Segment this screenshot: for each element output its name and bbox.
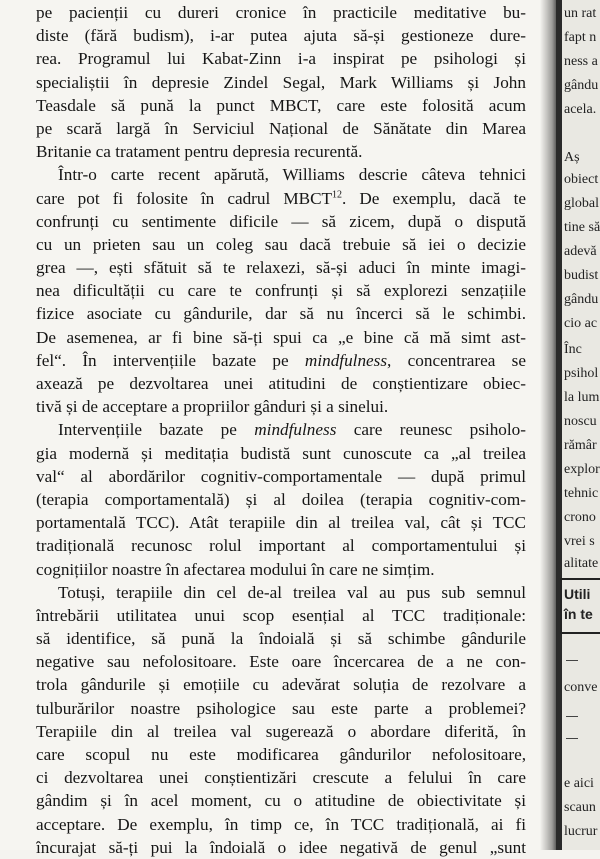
text-line: cu un prieten sau un coleg sau dacă trebuie să iei o decizie <box>36 234 526 254</box>
text-line: gândim și în acel moment, cu o atitudine de obiectivitate și <box>36 791 526 811</box>
right-page-rule <box>566 738 578 739</box>
text-line: încurajat să-ți pui la îndoială o idee negativă de genul „sunt <box>36 837 526 857</box>
text-line: cognițiilor noastre în afectarea modului în care ne simțim. <box>36 559 435 579</box>
right-text-fragment: vrei s <box>564 534 595 549</box>
text-line <box>36 349 526 372</box>
right-text-fragment: Înc <box>564 342 582 357</box>
text-line: tulburărilor noastre psihologice sau este parte a problemei? <box>36 698 526 718</box>
text-line <box>36 418 526 441</box>
text-line: nea dificultății cu care te confrunți și să explorezi senzațiile <box>36 281 526 301</box>
right-text-fragment: alitate <box>564 556 599 571</box>
right-page-rule <box>566 660 578 661</box>
right-text-fragment: la lum <box>564 390 600 405</box>
text-line: diste (fără budism), i-ar putea ajuta să-și gestioneze dure- <box>36 26 526 46</box>
text-line: grea —, ești sfătuit să te relaxezi, să-și aduci în minte imagi- <box>36 258 526 278</box>
text-line: specialiștii în depresie Zindel Segal, Mark Williams și John <box>36 72 526 92</box>
text-line: negative sau nefolositoare. Este oare încercarea de a ne con- <box>36 652 526 672</box>
text-line: De asemenea, ar fi bine să-ți spui ca „e bine că mă simt ast- <box>36 327 526 347</box>
right-text-fragment: noscu <box>564 414 597 429</box>
text-line: Într-o carte recent apărută, Williams descrie câteva tehnici <box>58 165 526 185</box>
right-text-fragment: obiect <box>564 172 599 187</box>
text-run: fel“. În intervențiile bazate pe <box>36 350 305 370</box>
right-heading-fragment: în te <box>564 606 593 622</box>
text-line: care scopul nu este modificarea gândurilor nefolositoare, <box>36 745 526 764</box>
body-text-column <box>36 0 526 859</box>
footnote-ref: 12 <box>332 188 343 200</box>
text-line: ci dezvoltarea unei conștientizări crescute a felului în care <box>36 768 526 788</box>
text-line: Teasdale să pună la punct MBCT, care este folosită acum <box>36 95 526 115</box>
text-line: Totuși, terapiile din cel de-al treilea val au pus sub semnul <box>58 582 526 602</box>
right-text-fragment: global <box>564 196 599 211</box>
right-text-fragment: tehnic <box>564 486 599 501</box>
text-line <box>36 187 526 210</box>
text-line: acceptare. De exemplu, în timp ce, în TCC tradițională, ai fi <box>36 814 526 834</box>
text-run: care reunesc psiholo- <box>336 420 526 440</box>
text-run: Intervențiile bazate pe <box>58 420 255 440</box>
text-line: întrebării utilitatea unui scop esențial al TCC tradiționale: <box>36 605 526 625</box>
italic-term: mindfulness <box>254 420 337 440</box>
right-text-fragment: gându <box>564 78 599 93</box>
right-text-fragment: un rat <box>564 6 597 21</box>
right-text-fragment: tine să <box>564 220 600 235</box>
text-line: confrunți cu sentimente dificile — să zicem, după o dispută <box>36 211 526 231</box>
text-line: tradițională recunosc rolul important al comportamentului și <box>36 536 526 556</box>
right-text-fragment: fapt n <box>564 30 597 45</box>
text-line: gia modernă și meditația budistă sunt cunoscute ca „al treilea <box>36 443 526 463</box>
text-line: fizice asociate cu gândurile, dar să nu încerci să le schimbi. <box>36 304 526 324</box>
text-line: trola gândurile și emoțiile cu adevărat soluția de rezolvare a <box>36 675 526 695</box>
text-run: . De exemplu, dacă te <box>342 188 526 208</box>
text-line: val“ al abordărilor cognitiv-comportamentale — după primul <box>36 466 526 486</box>
right-text-fragment: cio ac <box>564 316 598 331</box>
right-text-fragment: Aș <box>564 150 580 165</box>
text-line: să identifice, să pună la îndoială și să schimbe gândurile <box>36 629 526 649</box>
text-line: Britanie ca tratament pentru depresia recurentă. <box>36 142 363 162</box>
right-book-page <box>556 0 600 850</box>
right-text-fragment: conve <box>564 680 598 695</box>
right-text-fragment: psihol <box>564 366 599 381</box>
right-text-fragment: e aici <box>564 776 594 791</box>
text-run: care pot fi folosite în cadrul MBCT <box>36 188 333 208</box>
text-line: rea. Programul lui Kabat-Zinn i-a inspirat pe psihologi și <box>36 49 526 69</box>
right-text-fragment: adevă <box>564 244 597 259</box>
text-line: pe scară largă în Serviciul Național de Sănătate din Marea <box>36 118 526 138</box>
right-text-fragment: scaun <box>564 800 596 815</box>
right-text-fragment: gându <box>564 292 599 307</box>
right-text-fragment: budist <box>564 268 599 283</box>
text-line: tivă și de acceptare a propriilor gânduri și a sinelui. <box>36 397 389 417</box>
right-text-fragment: rămâr <box>564 438 597 453</box>
text-line: axează pe dezvoltarea unei atitudini de conștientizare obiec- <box>36 374 526 393</box>
text-line: Terapiile din al treilea val sugerează o abordare diferită, în <box>36 721 526 741</box>
right-page-strip <box>562 0 600 850</box>
right-text-fragment: crono <box>564 510 596 525</box>
right-text-fragment: explor <box>564 462 600 477</box>
italic-term: mindfulness <box>304 350 388 370</box>
right-text-fragment: lucrur <box>564 824 598 839</box>
text-line: (terapia comportamentală) și al doilea (terapia cognitiv-com- <box>36 489 526 509</box>
text-line: pe pacienții cu dureri cronice în practicile meditative bu- <box>36 3 526 22</box>
text-line: portamentală TCC). Atât terapiile din al treilea val, cât și TCC <box>36 513 526 533</box>
right-text-fragment: ness a <box>564 54 598 69</box>
right-text-fragment: acela. <box>564 102 597 117</box>
text-run: , concentrarea se <box>387 350 526 370</box>
right-heading-fragment: Utili <box>564 586 591 602</box>
right-page-rule <box>566 716 578 717</box>
